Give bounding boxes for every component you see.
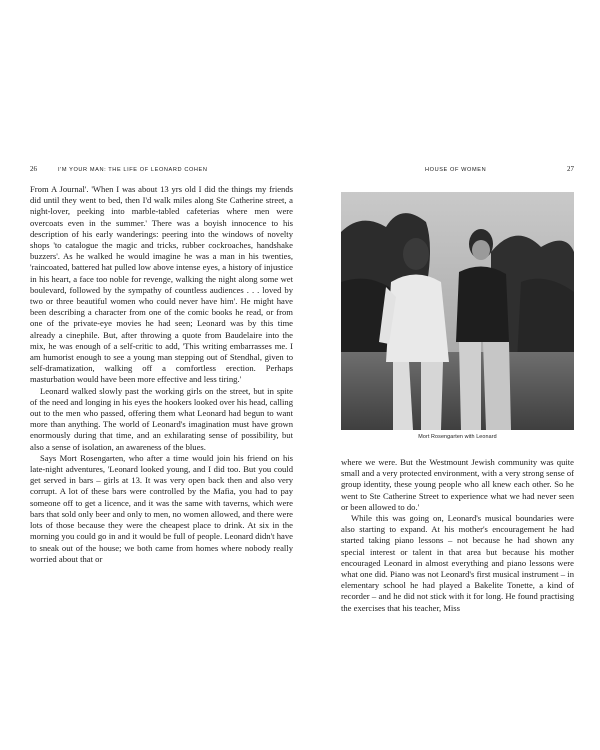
photo-caption: Mort Rosengarten with Leonard bbox=[418, 434, 497, 440]
right-body-text bbox=[341, 457, 574, 614]
right-page bbox=[341, 165, 574, 614]
photo-image bbox=[341, 192, 574, 430]
right-paragraph-1: where we were. But the Westmount Jewish community was quite small and a very protected environment, with a very strong sense of group identity, these young people who all knew each other. So he went to Ste Catherine Street to experience what we had never seen or been allowed to do.' bbox=[341, 457, 574, 512]
left-page-number: 26 bbox=[30, 165, 37, 173]
left-paragraph-3: Says Mort Rosengarten, who after a time would join his friend on his late-night adventures, 'Leonard looked young, and I did too. But you could get served in bars – girls at 13. It was very open back then and also very corrupt. A lot of these bars were controlled by the Mafia, you had to pay someone off to get a licence, and it was the same with taverns, which were bars that sold only beer and only to men, no women allowed, and there were lots of those because they were the cheapest place to drink. At six in the morning you could go in and it would be full of people. Leonard didn't have to sneak out of the house; we both came from homes where nobody really worried about that or bbox=[30, 452, 293, 564]
left-body-text bbox=[30, 184, 293, 565]
left-paragraph-2: Leonard walked slowly past the working girls on the street, but in spite of the need and longing in his eyes the hookers looked over his head, calling out to the men who passed, offering them what Leonard had begun to want more than anything. The world of Leonard's imagination must have grown enormously during that time, and an exhilarating sense of possibility, but also a sense of isolation, an awareness of the blues. bbox=[30, 385, 293, 452]
left-page bbox=[30, 165, 293, 565]
right-running-title: HOUSE OF WOMEN bbox=[425, 167, 487, 173]
left-running-title: I'M YOUR MAN: THE LIFE OF LEONARD COHEN bbox=[58, 167, 208, 173]
right-paragraph-2: While this was going on, Leonard's musical boundaries were also starting to expand. At his mother's encouragement he had started taking piano lessons – not because he had shown any special interest or talent in that area but because his mother encouraged Leonard in almost everything and piano lessons were what one did. Piano was not Leonard's first musical instrument – in elementary school he had played a Bakelite Tonette, a kind of recorder – and he did not stick with it for long. He found practising the exercises that his teacher, Miss bbox=[341, 513, 574, 613]
photo-mort-and-leonard bbox=[341, 192, 574, 430]
right-running-head bbox=[341, 165, 574, 175]
right-page-number: 27 bbox=[567, 165, 574, 173]
left-paragraph-1: From A Journal'. 'When I was about 13 yrs old I did the things my friends did until they went to bed, then I'd walk miles along Ste Catherine street, a night-lover, peeking into marble-tabled cafeterias where men were overcoats even in the summer.' There was a boyish innocence to his description of his early wanderings: peering into the windows of novelty shops 'to catalogue the magic and tricks, rubber cockroaches, handshake buzzers'. As he walked he would imagine he was a man in his twenties, 'raincoated, battered hat pulled low above intense eyes, a history of injustice in his heart, a face too noble for revenge, walking the night along some wet boulevard, followed by the sympathy of countless audiences . . . loved by two or three beautiful women who could never have him'. He might have been describing a character from one of the comic books he read, or from one of the private-eye movies he had seen; Leonard was by this time already a cinephile. But, after throwing a quote from Baudelaire into the mix, he was enough of a self-critic to add, 'This writing embarrasses me. I am humorist enough to see a young man stepping out of Stendhal, given to self-dramatization, walking off a comfortless erection. Perhaps masturbation would have been more effective and less tiring.' bbox=[30, 184, 293, 385]
left-running-head bbox=[30, 165, 293, 175]
